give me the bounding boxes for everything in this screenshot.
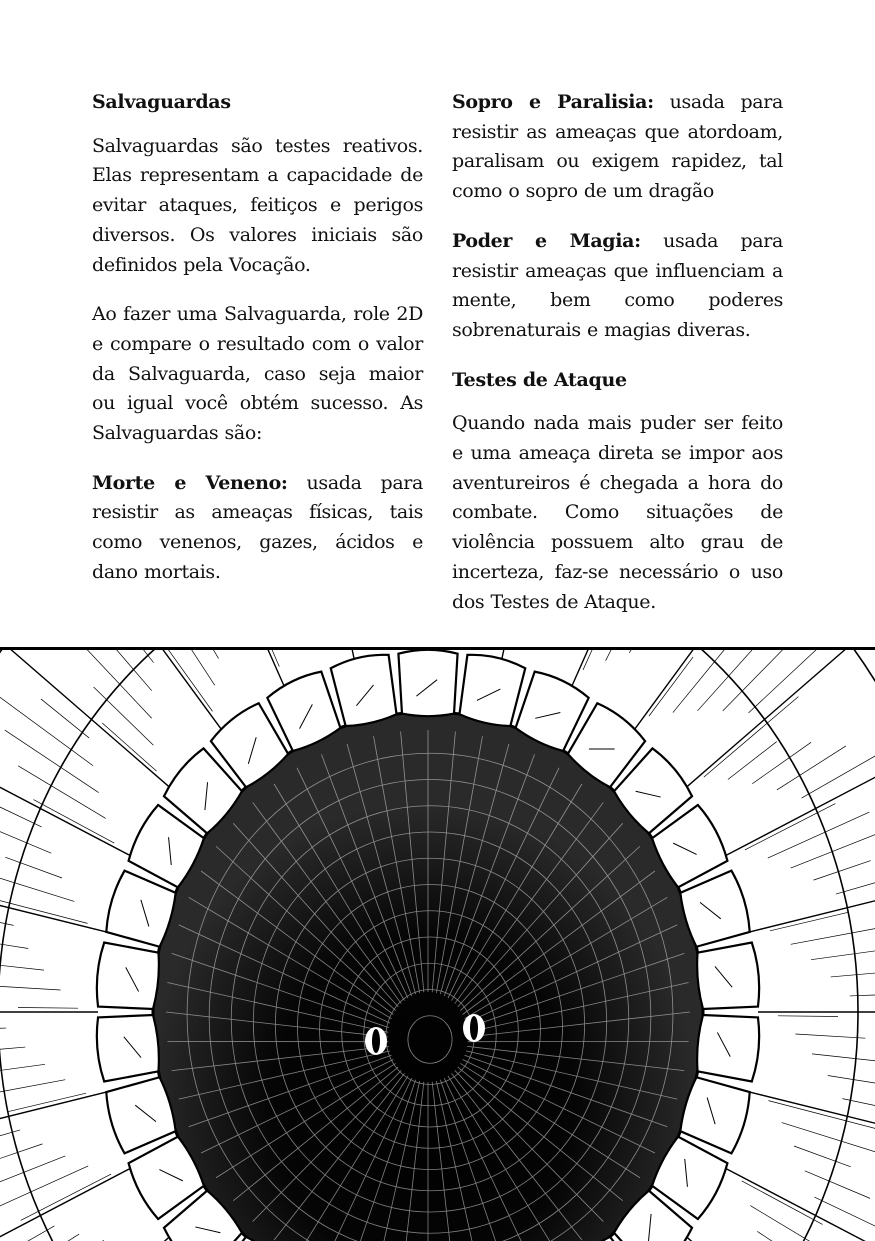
sopro-paralisia-term: Sopro e Paralisia: — [452, 91, 654, 113]
morte-veneno-entry — [92, 469, 423, 588]
testes-de-ataque-paragraph: Quando nada mais puder ser feito e uma ameaça direta se impor aos aventureiros é chegada a hora do combate. Como situações de violência possuem alto grau de incerteza, faz-se necessário o uso dos Testes de Ataque. — [452, 412, 783, 613]
poder-magia-term: Poder e Magia: — [452, 229, 641, 252]
morte-veneno-description: usada para resistir as ameaças físicas, tais como venenos, gazes, ácidos e dano mortais. — [92, 471, 424, 583]
sopro-paralisia-entry — [452, 88, 783, 207]
poder-magia-entry — [452, 227, 783, 346]
section-heading-salvaguardas: Salvaguardas — [92, 91, 231, 113]
right-column — [452, 88, 783, 637]
sopro-paralisia-description: usada para resistir as ameaças que atordoam, paralisam ou exigem rapidez, tal como o sopro de um dragão — [452, 91, 783, 203]
morte-veneno-term: Morte e Veneno: — [92, 471, 288, 494]
left-column — [92, 88, 423, 608]
well-drawing — [0, 647, 875, 1241]
section-heading-testes-de-ataque: Testes de Ataque — [452, 368, 627, 391]
salvaguardas-intro-paragraph: Salvaguardas são testes reativos. Elas representam a capacidade de evitar ataques, feitiços e perigos diversos. Os valores iniciais são definidos pela Vocação. — [92, 134, 423, 276]
salvaguardas-roll-paragraph: Ao fazer uma Salvaguarda, role 2D e compare o resultado com o valor da Salvaguarda, caso seja maior ou igual você obtém sucesso. As Salvaguardas são: — [92, 303, 423, 445]
stone-well-illustration — [0, 647, 875, 1241]
poder-magia-description: usada para resistir ameaças que influenciam a mente, bem como poderes sobrenaturais e magias diveras. — [452, 229, 783, 341]
